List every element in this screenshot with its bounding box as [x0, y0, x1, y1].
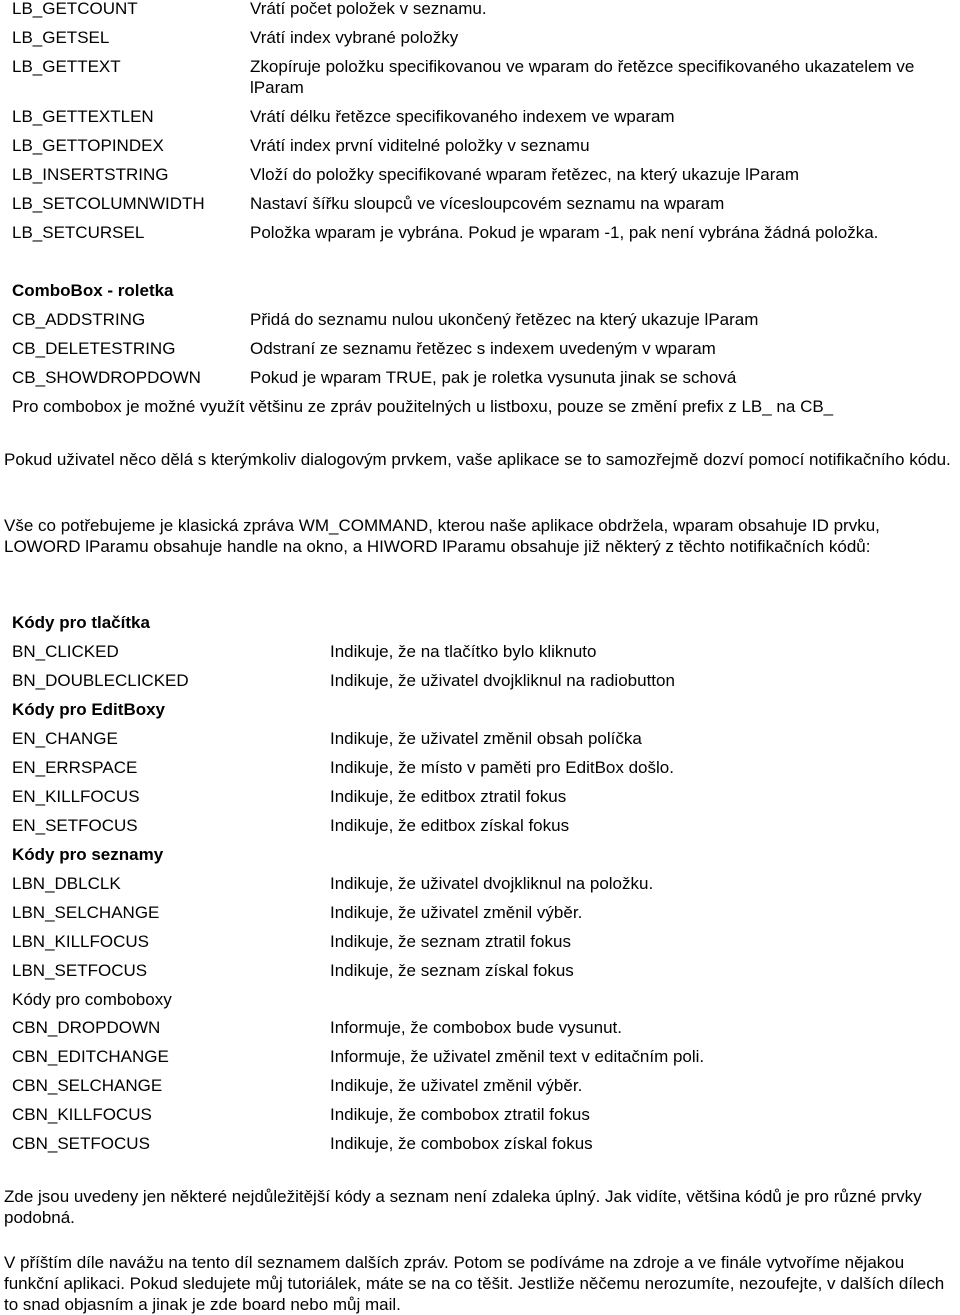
desc-cell: Indikuje, že uživatel změnil výběr.: [330, 903, 583, 922]
group-heading: Kódy pro comboboxy: [12, 990, 172, 1009]
desc-cell: Indikuje, že místo v paměti pro EditBox došlo.: [330, 758, 674, 777]
desc-cell: Položka wparam je vybrána. Pokud je wparam -1, pak není vybrána žádná položka.: [250, 223, 879, 242]
desc-cell: Přidá do seznamu nulou ukončený řetězec na který ukazuje lParam: [250, 310, 759, 329]
paragraph: Zde jsou uvedeny jen některé nejdůležitější kódy a seznam není zdaleka úplný. Jak vidíte, většina kódů je pro různé prvky podobná.: [4, 1187, 922, 1227]
code-cell: LB_GETSEL: [12, 28, 110, 47]
desc-cell: Indikuje, že editbox ztratil fokus: [330, 787, 567, 806]
code-cell: CBN_EDITCHANGE: [12, 1047, 169, 1066]
desc-cell: Vrátí délku řetězce specifikovaného indexem ve wparam: [250, 107, 675, 126]
group-heading: Kódy pro EditBoxy: [12, 700, 166, 719]
desc-cell: Indikuje, že editbox získal fokus: [330, 816, 570, 835]
desc-cell: Nastaví šířku sloupců ve vícesloupcovém seznamu na wparam: [250, 194, 725, 213]
code-cell: BN_CLICKED: [12, 642, 119, 661]
code-cell: LB_SETCOLUMNWIDTH: [12, 194, 205, 213]
desc-cell: Vrátí počet položek v seznamu.: [250, 0, 487, 18]
desc-cell: Informuje, že combobox bude vysunut.: [330, 1018, 622, 1037]
desc-cell: Indikuje, že seznam získal fokus: [330, 961, 574, 980]
code-cell: CBN_SETFOCUS: [12, 1134, 150, 1153]
code-cell: EN_CHANGE: [12, 729, 118, 748]
group-heading: Kódy pro seznamy: [12, 845, 164, 864]
code-cell: LB_GETTEXT: [12, 57, 121, 76]
code-cell: LB_GETTEXTLEN: [12, 107, 154, 126]
code-cell: CBN_KILLFOCUS: [12, 1105, 152, 1124]
code-cell: EN_KILLFOCUS: [12, 787, 140, 806]
desc-cell: Vrátí index první viditelné položky v seznamu: [250, 136, 590, 155]
code-cell: EN_ERRSPACE: [12, 758, 138, 777]
code-cell: LB_GETCOUNT: [12, 0, 138, 18]
desc-cell: Indikuje, že combobox ztratil fokus: [330, 1105, 590, 1124]
paragraph: V příštím díle navážu na tento díl seznamem dalších zpráv. Potom se podíváme na zdroje a ve finále vytvoříme nějakou funkční aplikaci. Pokud sledujete můj tutoriálek, máte se na co těšit. Jestliže něčemu nerozumíte, nezoufejte, v dalších dílech to snad objasním a jinak je zde board nebo můj mail.: [4, 1253, 945, 1314]
desc-cell: Indikuje, že uživatel změnil obsah políčka: [330, 729, 642, 748]
section-heading: ComboBox - roletka: [12, 281, 174, 300]
code-cell: CBN_DROPDOWN: [12, 1018, 161, 1037]
code-cell: LB_GETTOPINDEX: [12, 136, 164, 155]
code-cell: EN_SETFOCUS: [12, 816, 138, 835]
desc-cell: Indikuje, že na tlačítko bylo kliknuto: [330, 642, 597, 661]
code-cell: LBN_SETFOCUS: [12, 961, 148, 980]
code-cell: LBN_DBLCLK: [12, 874, 121, 893]
desc-cell: Vloží do položky specifikované wparam řetězec, na který ukazuje lParam: [250, 165, 799, 184]
desc-cell: Odstraní ze seznamu řetězec s indexem uvedeným v wparam: [250, 339, 716, 358]
group-heading: Kódy pro tlačítka: [12, 613, 150, 632]
code-cell: LB_SETCURSEL: [12, 223, 145, 242]
code-cell: CB_ADDSTRING: [12, 310, 146, 329]
code-cell: CB_SHOWDROPDOWN: [12, 368, 201, 387]
desc-cell: Zkopíruje položku specifikovanou ve wparam do řetězce specifikovaného ukazatelem ve lParam: [250, 57, 915, 97]
desc-cell: Indikuje, že uživatel dvojkliknul na radiobutton: [330, 671, 675, 690]
desc-cell: Vrátí index vybrané položky: [250, 28, 459, 47]
combo-note: Pro combobox je možné využít většinu ze zpráv použitelných u listboxu, pouze se změní prefix z LB_ na CB_: [12, 397, 834, 416]
code-cell: CB_DELETESTRING: [12, 339, 176, 358]
desc-cell: Indikuje, že seznam ztratil fokus: [330, 932, 571, 951]
code-cell: LB_INSERTSTRING: [12, 165, 169, 184]
desc-cell: Indikuje, že uživatel dvojkliknul na položku.: [330, 874, 654, 893]
code-cell: CBN_SELCHANGE: [12, 1076, 163, 1095]
desc-cell: Informuje, že uživatel změnil text v editačním poli.: [330, 1047, 705, 1066]
code-cell: LBN_SELCHANGE: [12, 903, 160, 922]
code-cell: BN_DOUBLECLICKED: [12, 671, 189, 690]
code-cell: LBN_KILLFOCUS: [12, 932, 149, 951]
desc-cell: Indikuje, že uživatel změnil výběr.: [330, 1076, 583, 1095]
paragraph: Pokud uživatel něco dělá s kterýmkoliv dialogovým prvkem, vaše aplikace se to samozřejmě dozví pomocí notifikačního kódu.: [4, 450, 951, 469]
paragraph: Vše co potřebujeme je klasická zpráva WM_COMMAND, kterou naše aplikace obdržela, wparam obsahuje ID prvku, LOWORD lParamu obsahuje handle na okno, a HIWORD lParamu obsahuje již některý z těchto notifikačních kódů:: [4, 516, 880, 556]
desc-cell: Indikuje, že combobox získal fokus: [330, 1134, 593, 1153]
desc-cell: Pokud je wparam TRUE, pak je roletka vysunuta jinak se schová: [250, 368, 737, 387]
